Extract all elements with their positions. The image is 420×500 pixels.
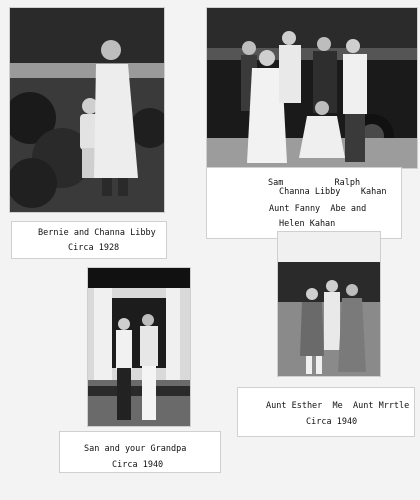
photo-san-and-grandpa[interactable] xyxy=(88,268,190,426)
caption-bottom-left-line-1: San and your Grandpa xyxy=(84,444,187,454)
caption-top-right-line-3: Aunt Fanny Abe and xyxy=(269,204,367,214)
caption-bottom-left-line-2: Circa 1940 xyxy=(112,460,164,470)
caption-bottom-right-line-2: Circa 1940 xyxy=(306,417,358,427)
caption-top-right-line-4: Helen Kahan xyxy=(279,219,336,229)
caption-top-left xyxy=(12,222,166,258)
photo-bernie-and-channa[interactable] xyxy=(10,8,164,212)
photo-family-group-car-image xyxy=(207,8,417,168)
photo-bernie-and-channa-image xyxy=(10,8,164,212)
caption-bottom-right-line-1: Aunt Esther Me Aunt Mrrtle xyxy=(266,401,410,411)
caption-top-right-line-2: Channa Libby Kahan xyxy=(279,187,387,197)
caption-top-left-line-2: Circa 1928 xyxy=(68,243,120,253)
caption-top-right xyxy=(207,168,401,238)
caption-bottom-right xyxy=(238,388,414,436)
photo-aunt-esther-me-aunt-myrtle-image xyxy=(278,232,380,376)
photo-san-and-grandpa-image xyxy=(88,268,190,426)
photo-family-group-car[interactable] xyxy=(207,8,417,168)
caption-bottom-left xyxy=(60,432,220,472)
caption-top-left-line-1: Bernie and Channa Libby xyxy=(38,228,156,238)
caption-top-right-line-1: Sam Ralph xyxy=(268,178,361,188)
photo-aunt-esther-me-aunt-myrtle[interactable] xyxy=(278,232,380,376)
